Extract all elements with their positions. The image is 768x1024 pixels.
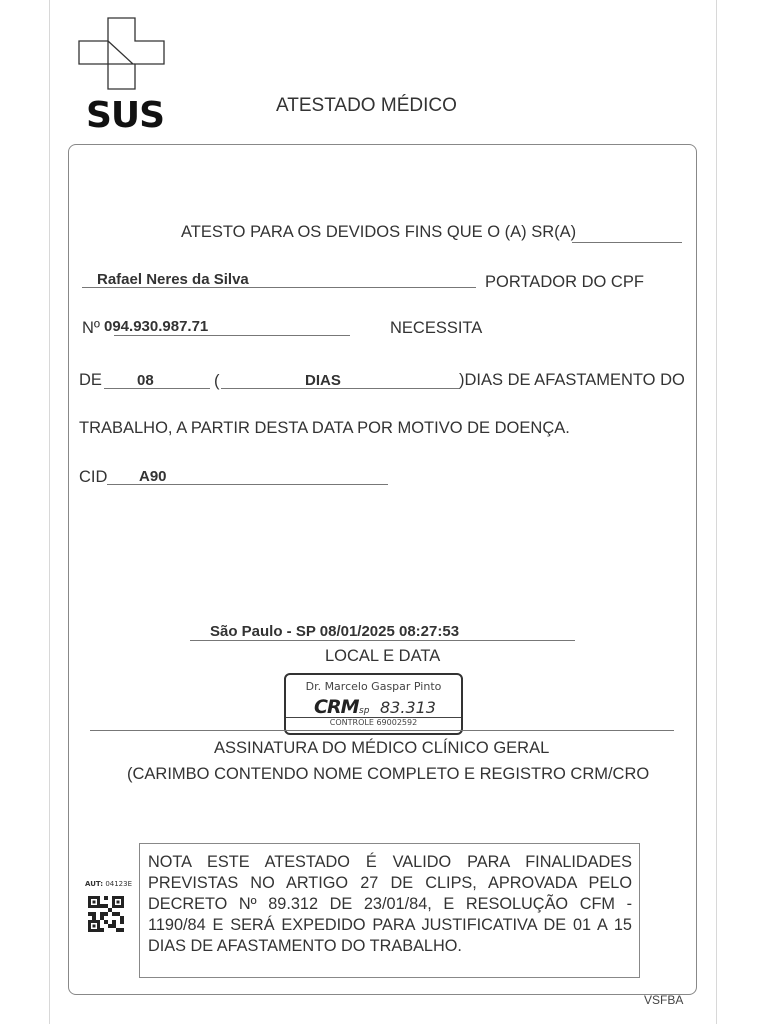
days-number-underline (104, 388, 210, 389)
sus-cross-logo-icon (78, 17, 166, 91)
intro-underline (572, 242, 682, 243)
auth-code: AUT: 04123E (85, 880, 133, 888)
qr-code-icon (88, 896, 124, 932)
days-number: 08 (137, 372, 154, 389)
sus-logo-text: SUS (86, 95, 165, 136)
crm-state: sp (359, 706, 370, 716)
patient-name: Rafael Neres da Silva (97, 271, 249, 288)
doctor-stamp (284, 673, 463, 735)
cid-label: CID (79, 468, 108, 486)
work-leave-text: TRABALHO, A PARTIR DESTA DATA POR MOTIVO DE DOENÇA. (79, 419, 570, 437)
footer-code: VSFBA (644, 993, 684, 1007)
stamp-instructions: (CARIMBO CONTENDO NOME COMPLETO E REGISTRO CRM/CRO (127, 765, 650, 783)
necessita-text: NECESSITA (390, 319, 483, 337)
cpf-prefix: Nº (82, 319, 100, 337)
days-suffix-text: )DIAS DE AFASTAMENTO DO (459, 371, 685, 389)
place-date-underline (190, 640, 575, 641)
cpf-underline (114, 335, 350, 336)
signature-line (90, 730, 674, 731)
crm-logo: CRM (314, 696, 359, 718)
open-paren: ( (214, 372, 220, 390)
place-date-label: LOCAL E DATA (325, 647, 441, 665)
de-label: DE (79, 371, 102, 389)
stamp-control-number: CONTROLE 69002592 (286, 717, 461, 727)
place-date-value: São Paulo - SP 08/01/2025 08:27:53 (210, 623, 460, 640)
cid-value: A90 (139, 468, 167, 485)
cpf-label: PORTADOR DO CPF (485, 273, 644, 291)
stamp-doctor-name: Dr. Marcelo Gaspar Pinto (305, 680, 442, 693)
signature-label: ASSINATURA DO MÉDICO CLÍNICO GERAL (214, 739, 550, 757)
cpf-value: 094.930.987.71 (104, 318, 209, 335)
document-title: ATESTADO MÉDICO (276, 95, 457, 116)
patient-name-underline (82, 287, 476, 288)
validity-note-text: NOTA ESTE ATESTADO É VALIDO PARA FINALIDADES PREVISTAS NO ARTIGO 27 DE CLIPS, APROVADA PELO DECRETO Nº 89.312 DE 23/01/84, E RESOLUÇÃO CFM - 1190/84 E SERÁ EXPEDIDO PARA JUSTIFICATIVA DE 01 A 15 DIAS DE AFASTAMENTO DO TRABALHO. (148, 853, 632, 955)
days-word: DIAS (305, 372, 341, 389)
attest-intro-text: ATESTO PARA OS DEVIDOS FINS QUE O (A) SR(A) (181, 223, 577, 241)
validity-note-box (139, 843, 640, 978)
crm-number: 83.313 (380, 698, 436, 717)
